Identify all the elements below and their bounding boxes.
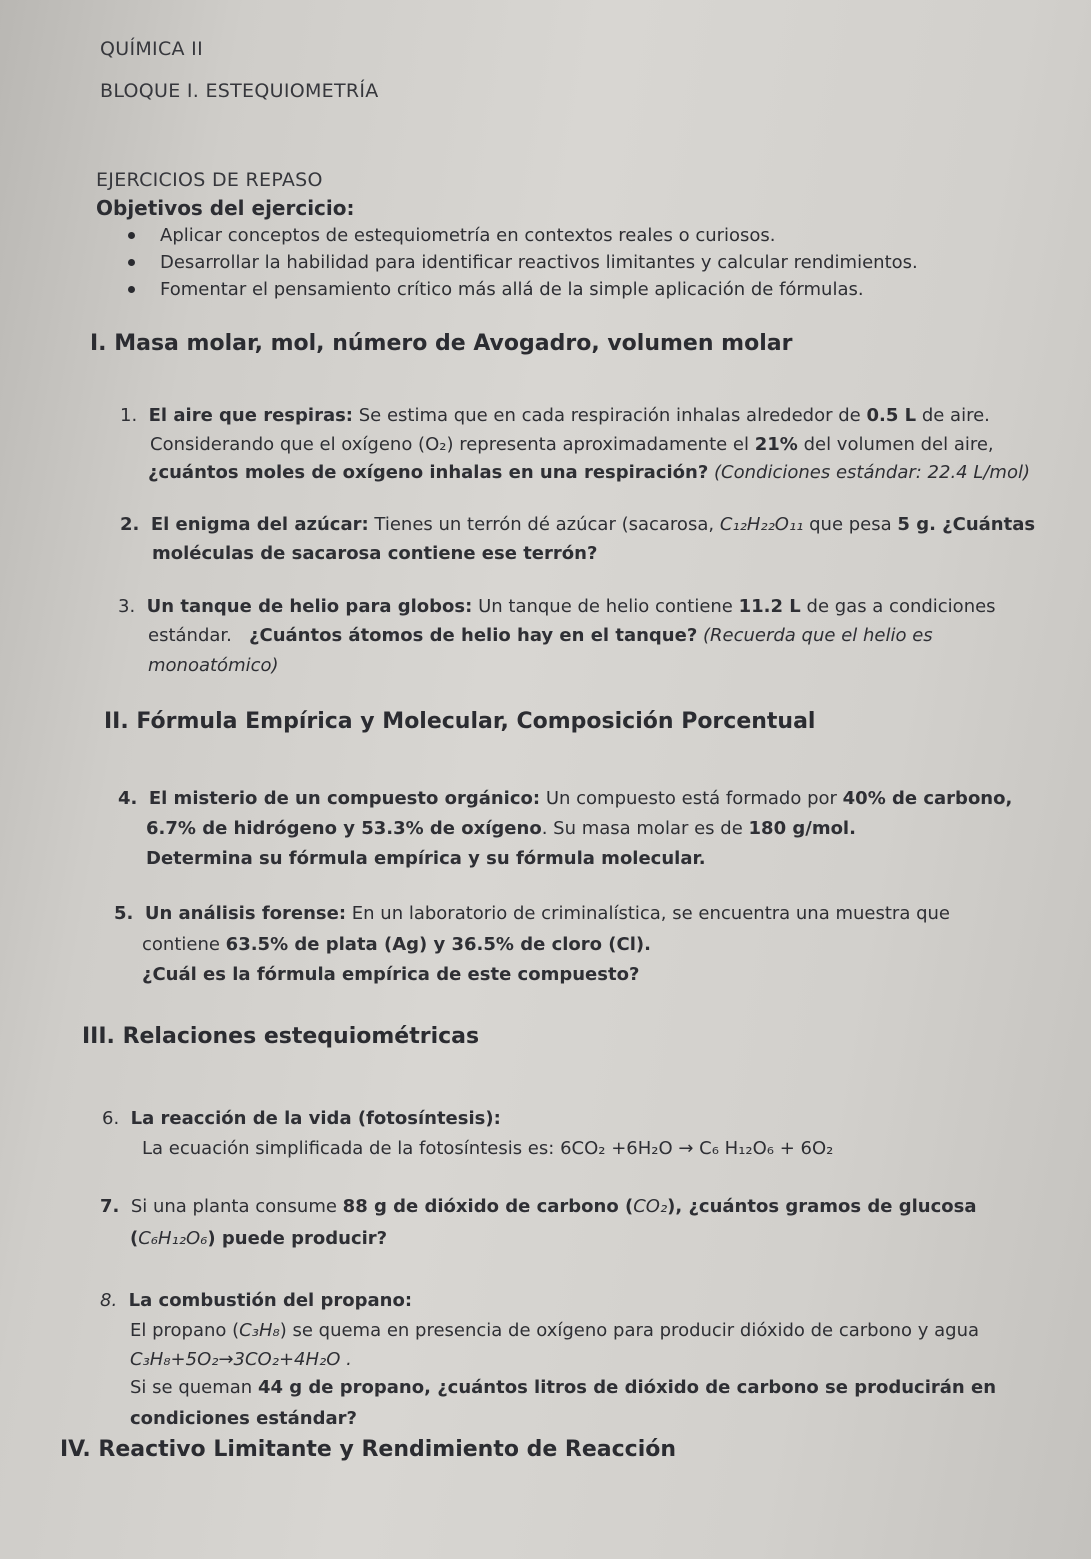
bullet-icon <box>128 259 135 266</box>
course-title: QUÍMICA II <box>100 38 203 60</box>
question-4-line-1: 4. El misterio de un compuesto orgánico: Un compuesto está formado por 40% de carbono, <box>118 788 1013 809</box>
question-1-line-2: Considerando que el oxígeno (O₂) representa aproximadamente el 21% del volumen del aire, <box>150 434 994 455</box>
block-title: BLOQUE I. ESTEQUIOMETRÍA <box>100 80 379 102</box>
section-heading-2: II. Fórmula Empírica y Molecular, Composición Porcentual <box>104 709 816 734</box>
objectives-heading: Objetivos del ejercicio: <box>96 196 355 220</box>
question-6-line-1: 6. La reacción de la vida (fotosíntesis): <box>102 1108 501 1129</box>
question-7-line-1: 7. Si una planta consume 88 g de dióxido de carbono (CO₂), ¿cuántos gramos de glucosa <box>100 1196 977 1217</box>
question-3-line-3: monoatómico) <box>148 655 279 676</box>
question-6-line-2: La ecuación simplificada de la fotosíntesis es: 6CO₂ +6H₂O → C₆ H₁₂O₆ + 6O₂ <box>142 1138 834 1159</box>
question-8-line-3: Si se queman 44 g de propano, ¿cuántos litros de dióxido de carbono se producirán en <box>130 1377 997 1398</box>
question-5-line-1: 5. Un análisis forense: En un laboratorio de criminalística, se encuentra una muestra que <box>114 903 950 924</box>
question-1-line-1: 1. El aire que respiras: Se estima que en cada respiración inhalas alrededor de 0.5 L de aire. <box>120 405 990 426</box>
objectives-list <box>128 222 918 303</box>
section-heading-4: IV. Reactivo Limitante y Rendimiento de Reacción <box>60 1437 677 1462</box>
question-5-line-3: ¿Cuál es la fórmula empírica de este compuesto? <box>142 964 640 985</box>
question-3-line-2: estándar. ¿Cuántos átomos de helio hay en el tanque? (Recuerda que el helio es <box>148 625 933 646</box>
question-2-line-2: moléculas de sacarosa contiene ese terrón? <box>152 543 598 564</box>
question-5-line-2: contiene 63.5% de plata (Ag) y 36.5% de cloro (Cl). <box>142 934 651 955</box>
question-2-line-1: 2. El enigma del azúcar: Tienes un terrón dé azúcar (sacarosa, C₁₂H₂₂O₁₁ que pesa 5 g. ¿Cuántas <box>120 514 1036 535</box>
photosynthesis-equation: 6CO₂ +6H₂O → C₆ H₁₂O₆ + 6O₂ <box>560 1138 834 1159</box>
question-3-line-1: 3. Un tanque de helio para globos: Un tanque de helio contiene 11.2 L de gas a condiciones <box>118 596 996 617</box>
question-7-line-2: (C₆H₁₂O₆) puede producir? <box>130 1228 388 1249</box>
exercises-title: EJERCICIOS DE REPASO <box>96 169 323 191</box>
section-heading-1: I. Masa molar, mol, número de Avogadro, volumen molar <box>90 331 793 356</box>
section-heading-3: III. Relaciones estequiométricas <box>82 1024 480 1049</box>
question-1-line-3: ¿cuántos moles de oxígeno inhalas en una respiración? (Condiciones estándar: 22.4 L/mol) <box>148 462 1030 483</box>
bullet-icon <box>128 286 135 293</box>
objective-item: Desarrollar la habilidad para identificar reactivos limitantes y calcular rendimientos. <box>128 249 918 276</box>
question-8-line-2: El propano (C₃H₈) se quema en presencia de oxígeno para producir dióxido de carbono y agua <box>130 1320 980 1341</box>
bullet-icon <box>128 232 135 239</box>
propane-equation: C₃H₈+5O₂→3CO₂+4H₂O . <box>130 1349 352 1370</box>
objective-item: Fomentar el pensamiento crítico más allá de la simple aplicación de fórmulas. <box>128 276 918 303</box>
question-4-line-2: 6.7% de hidrógeno y 53.3% de oxígeno. Su masa molar es de 180 g/mol. <box>146 818 856 839</box>
objective-item: Aplicar conceptos de estequiometría en contextos reales o curiosos. <box>128 222 918 249</box>
question-8-line-4: condiciones estándar? <box>130 1408 357 1429</box>
question-8-line-1: 8. La combustión del propano: <box>100 1290 413 1311</box>
question-4-line-3: Determina su fórmula empírica y su fórmula molecular. <box>146 848 706 869</box>
